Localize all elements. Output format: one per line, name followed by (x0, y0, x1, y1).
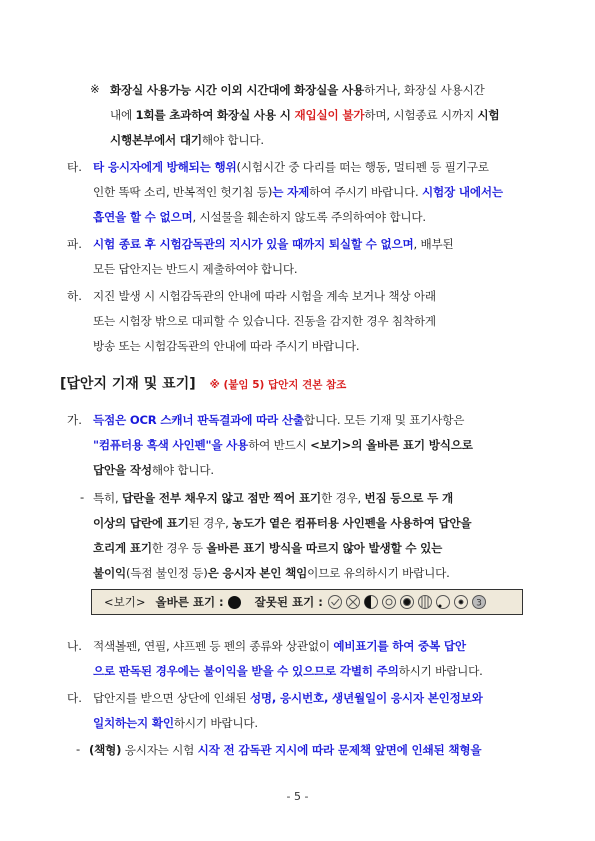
text-line (93, 565, 450, 581)
wrong-marks (327, 594, 487, 610)
text-segment: 한 경우, (321, 491, 365, 505)
text-segment: 해야 합니다. (201, 133, 264, 147)
text-segment: 특히, (93, 491, 122, 505)
text-segment: 하며, 시험종료 시까지 (364, 108, 478, 122)
text-line (110, 132, 264, 148)
text-segment: 는 자제 (272, 185, 310, 199)
text-segment: 하여 주시기 바랍니다. (309, 185, 423, 199)
text-segment: 타 응시자에게 방해되는 행위 (93, 160, 237, 174)
text-line (93, 540, 442, 556)
list-marker: 가. (67, 413, 82, 427)
text-segment: , 시설물을 훼손하지 않도록 주의하여야 합니다. (192, 210, 426, 224)
text-segment: 응시자는 시험 (121, 743, 198, 757)
text-segment: 시행본부에서 대기 (110, 133, 202, 147)
section-heading (60, 373, 346, 393)
list-marker: 나. (67, 639, 82, 653)
text-segment: 번짐 등으로 두 개 (364, 491, 453, 505)
text-segment: 흐리게 표기 (93, 541, 152, 555)
text-segment: (득점 불인정 등) (126, 566, 208, 580)
text-segment: <보기>의 올바른 표기 방식으로 (310, 438, 473, 452)
list-marker: 다. (67, 691, 82, 705)
text-segment: (시험시간 중 다리를 떠는 행동, 멀티펜 등 필기구로 (236, 160, 489, 174)
example-label: <보기> (104, 595, 146, 609)
text-segment: , 배부된 (413, 237, 454, 251)
text-segment: 지진 발생 시 시험감독관의 안내에 따라 시험을 계속 보거나 책상 아래 (93, 289, 436, 303)
text-segment: 예비표기를 하여 중복 답안 (333, 639, 466, 653)
text-segment: 시작 전 감독관 지시에 따라 문제책 앞면에 인쇄된 책형을 (197, 743, 482, 757)
text-segment: 이상의 답란에 표기 (93, 516, 189, 530)
text-line (93, 437, 473, 453)
text-segment: 시험 (477, 108, 500, 122)
text-line (93, 490, 453, 506)
text-segment: 합니다. 모든 기재 및 표기사항은 (303, 413, 465, 427)
section-note: ※ (붙임 5) 답안지 견본 참조 (209, 379, 347, 391)
text-segment: 하시기 바랍니다. (173, 716, 258, 730)
text-segment: 득점은 OCR 스캐너 판독결과에 따라 산출 (93, 413, 304, 427)
text-segment: 화장실 사용가능 시간 이외 시간대에 화장실을 사용 (110, 83, 365, 97)
text-segment: 으로 판독된 경우에는 불이익을 받을 수 있으므로 각별히 주의 (93, 664, 399, 678)
text-line (93, 412, 464, 428)
text-segment: 인한 똑딱 소리, 반복적인 헛기침 등) (93, 185, 273, 199)
text-segment: 은 응시자 본인 책임 (207, 566, 308, 580)
text-segment: 하시기 바랍니다. (398, 664, 483, 678)
wrong-mark-digit: 3 (475, 598, 482, 609)
text-segment: 올바른 표기 방식을 따르지 않아 발생할 수 있는 (206, 541, 443, 555)
marking-example-box (91, 589, 523, 615)
filled-circle-icon (228, 596, 241, 609)
text-segment: 하여 반드시 (248, 438, 311, 452)
text-line (93, 313, 436, 329)
text-segment: 적색볼펜, 연필, 샤프펜 등 펜의 종류와 상관없이 (93, 639, 334, 653)
wrong-mark-icons (327, 594, 487, 610)
text-line (93, 663, 483, 679)
text-segment: 시험장 내에서는 (422, 185, 503, 199)
text-line (93, 236, 454, 252)
text-segment: 농도가 옅은 컴퓨터용 사인펜을 사용하여 답안을 (232, 516, 472, 530)
text-line (93, 462, 214, 478)
text-line (110, 82, 484, 98)
text-segment: 재입실이 불가 (294, 108, 365, 122)
list-marker: 파. (67, 237, 82, 251)
text-segment: 내에 (110, 108, 136, 122)
text-line (110, 107, 499, 123)
text-line (93, 159, 489, 175)
text-segment: 답안을 작성 (93, 463, 152, 477)
text-segment: 일치하는지 확인 (93, 716, 174, 730)
list-marker: 타. (67, 160, 82, 174)
text-line (93, 515, 471, 531)
text-segment: 된 경우, (188, 516, 233, 530)
text-line (93, 715, 258, 731)
text-segment: 성명, 응시번호, 생년월일이 응시자 본인정보와 (249, 691, 483, 705)
text-segment: 이므로 유의하시기 바랍니다. (307, 566, 450, 580)
text-segment: 시험 종료 후 시험감독관의 지시가 있을 때까지 퇴실할 수 없으며 (93, 237, 414, 251)
text-line (93, 261, 297, 277)
text-segment: 해야 합니다. (151, 463, 214, 477)
list-marker: ※ (90, 82, 100, 96)
text-line (93, 209, 426, 225)
text-segment: 또는 시험장 밖으로 대피할 수 있습니다. 진동을 감지한 경우 침착하게 (93, 314, 436, 328)
text-segment: 방송 또는 시험감독관의 안내에 따라 주시기 바랍니다. (93, 339, 360, 353)
text-line (93, 338, 359, 354)
list-marker: - (76, 742, 81, 756)
correct-label: 올바른 표기 : (155, 595, 224, 609)
text-segment: 모든 답안지는 반드시 제출하여야 합니다. (93, 262, 298, 276)
text-segment: (책형) (89, 743, 122, 757)
text-segment: 흡연을 할 수 없으며 (93, 210, 193, 224)
text-line (89, 742, 481, 758)
text-segment: "컴퓨터용 흑색 사인펜"을 사용 (93, 438, 249, 452)
text-segment: 한 경우 등 (151, 541, 207, 555)
text-segment: 불이익 (93, 566, 126, 580)
text-segment: 1회를 초과하여 화장실 사용 시 (135, 108, 295, 122)
wrong-label: 잘못된 표기 : (254, 595, 323, 609)
text-segment: 답란을 전부 채우지 않고 점만 찍어 표기 (121, 491, 321, 505)
text-line (93, 184, 503, 200)
list-marker: 하. (67, 289, 82, 303)
text-line (93, 690, 483, 706)
section-title: [답안지 기재 및 표기] (60, 376, 196, 392)
text-segment: 하거나, 화장실 사용시간 (364, 83, 485, 97)
page-number: - 5 - (286, 790, 309, 803)
text-line (93, 638, 466, 654)
text-segment: 답안지를 받으면 상단에 인쇄된 (93, 691, 250, 705)
text-line (93, 288, 436, 304)
list-marker: - (80, 490, 85, 504)
